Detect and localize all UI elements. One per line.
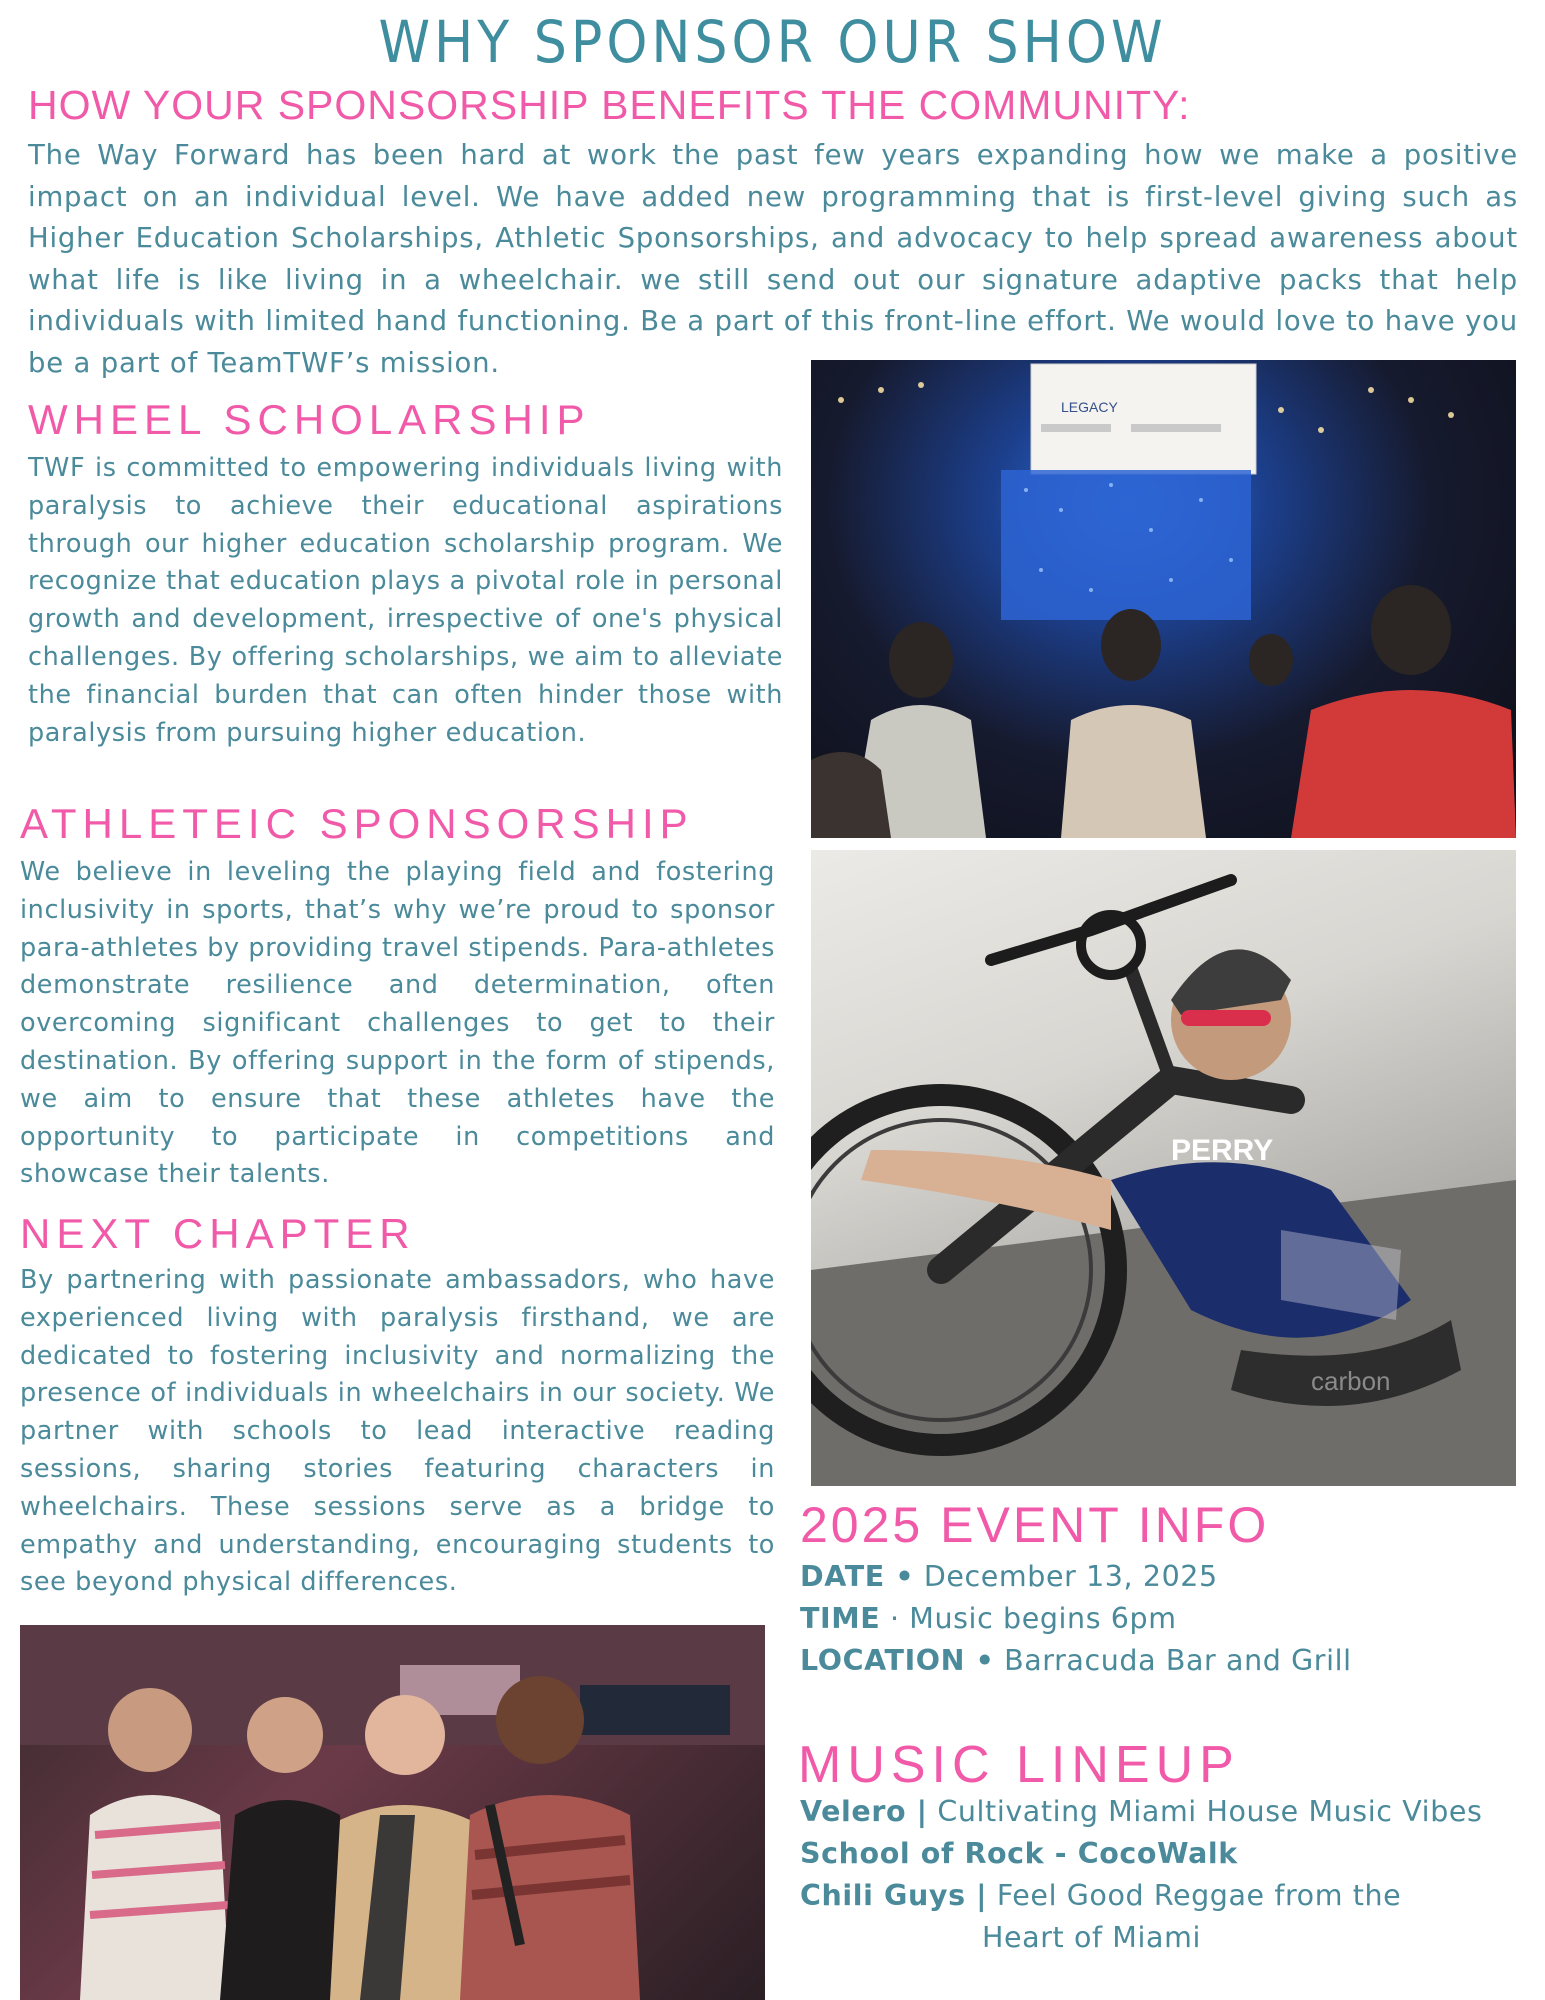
lineup-item <box>800 1879 1401 1912</box>
time-label: TIME <box>800 1602 881 1635</box>
event-crowd-illustration <box>811 360 1516 838</box>
next-chapter-paragraph: By partnering with passionate ambassadors, who have experienced living with paralysis firsthand, we are dedicated to fostering inclusivity and normalizing the presence of individuals in wheelchairs in our society. We partner with schools to lead interactive reading sessions, sharing stories featuring characters in wheelchairs. These sessions serve as a bridge to empathy and understanding, encouraging students to see beyond physical differences. <box>20 1265 775 1598</box>
location-label: LOCATION • <box>800 1644 995 1677</box>
handcycle-athlete-photo <box>811 850 1516 1486</box>
wheel-scholarship-paragraph: TWF is committed to empowering individuals living with paralysis to achieve their educational aspirations through our higher education scholarship program. We recognize that education plays a pivotal role in personal growth and development, irrespective of one's physical challenges. By offering scholarships, we aim to alleviate the financial burden that can often hinder those with paralysis from pursuing higher education. <box>28 453 783 748</box>
act-name: Velero | <box>800 1795 928 1828</box>
time-value: · Music begins 6pm <box>880 1602 1177 1635</box>
athletic-sponsorship-paragraph: We believe in leveling the playing field and fostering inclusivity in sports, that’s why we’re proud to sponsor para-athletes by providing travel stipends. Para-athletes demonstrate resilience and determination, often overcoming significant challenges to get to their destination. By offering support in the form of stipends, we aim to ensure that these athletes have the opportunity to participate in competitions and showcase their talents. <box>20 857 775 1190</box>
date-label: DATE • <box>800 1560 915 1593</box>
act-description: Feel Good Reggae from the <box>987 1879 1402 1912</box>
athletic-sponsorship-heading: ATHLETEIC SPONSORSHIP <box>20 800 694 847</box>
page-title: WHY SPONSOR OUR SHOW <box>378 8 1167 76</box>
intro-paragraph: The Way Forward has been hard at work the past few years expanding how we make a positive impact on an individual level. We have added new programming that is first-level giving such as Higher Education Scholarships, Athletic Sponsorships, and advocacy to help spread awareness about what life is like living in a wheelchair. we still send out our signature adaptive packs that help individuals with limited hand functioning. Be a part of this front-line effort. We would love to have you be a part of TeamTWF’s mission. <box>28 139 1518 379</box>
jersey-text: PERRY <box>1171 1134 1274 1167</box>
handcycle-illustration <box>811 850 1516 1486</box>
lineup-item <box>800 1837 1238 1870</box>
event-location <box>800 1644 1352 1677</box>
act-description: Cultivating Miami House Music Vibes <box>927 1795 1483 1828</box>
music-lineup-heading: MUSIC LINEUP <box>798 1736 1240 1794</box>
act-name: School of Rock - CocoWalk <box>800 1837 1238 1870</box>
lineup-item <box>800 1795 1482 1828</box>
act-name: Chili Guys | <box>800 1879 988 1912</box>
group-illustration <box>20 1625 765 2000</box>
event-time <box>800 1602 1177 1635</box>
event-crowd-photo <box>811 360 1516 838</box>
next-chapter-heading: NEXT CHAPTER <box>20 1210 416 1257</box>
wheel-scholarship-heading: WHEEL SCHOLARSHIP <box>28 396 591 443</box>
intro-heading: HOW YOUR SPONSORSHIP BENEFITS THE COMMUNITY: <box>28 82 1191 128</box>
banner-text: LEGACY <box>1061 399 1118 415</box>
frame-brand-text: carbon <box>1311 1366 1391 1396</box>
lineup-item-continued: Heart of Miami <box>982 1921 1201 1954</box>
event-info-heading: 2025 EVENT INFO <box>800 1497 1270 1553</box>
date-value: December 13, 2025 <box>914 1560 1218 1593</box>
group-photo <box>20 1625 765 2000</box>
event-date <box>800 1560 1218 1593</box>
location-value: Barracuda Bar and Grill <box>994 1644 1352 1677</box>
